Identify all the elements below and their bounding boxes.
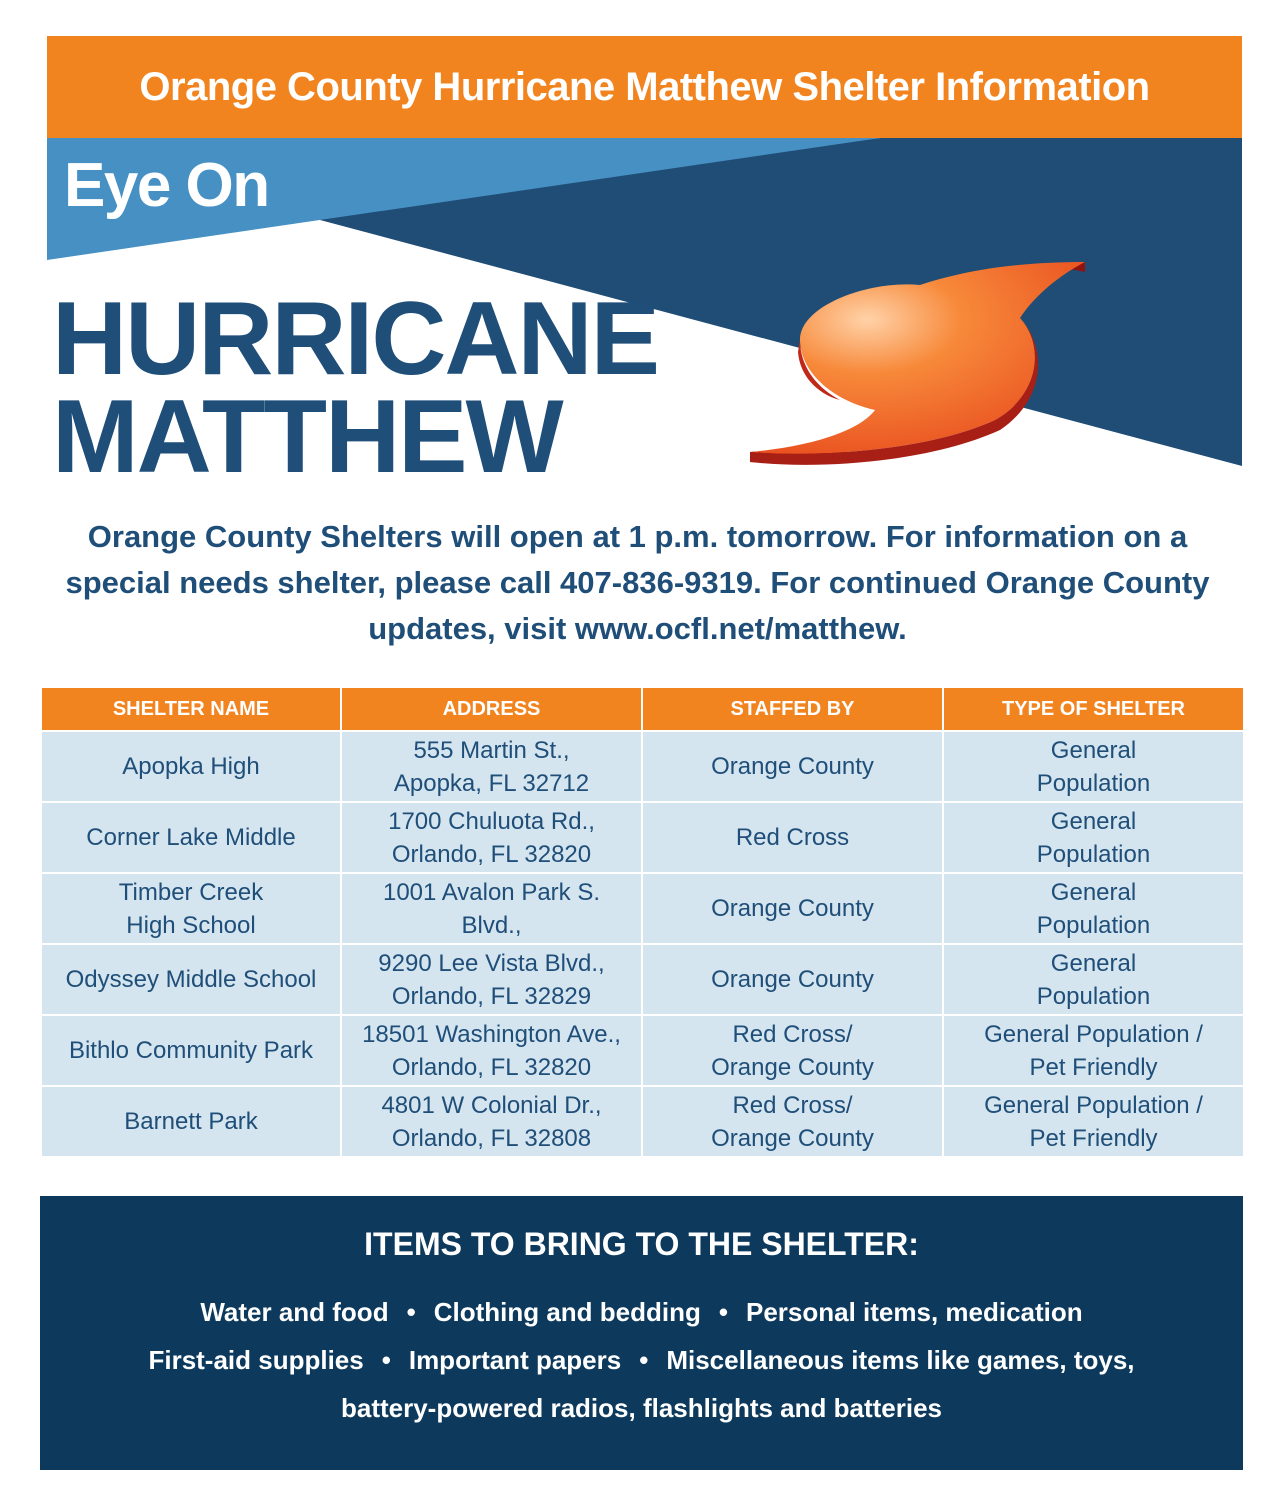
cell-line: 1700 Chuluota Rd., <box>388 807 595 835</box>
title-line-2: MATTHEW <box>52 379 562 495</box>
cell-line: Population <box>1036 769 1151 797</box>
cell-line: Orange County <box>711 895 874 922</box>
address-cell <box>341 1015 642 1086</box>
items-line <box>40 1336 1243 1384</box>
table-row <box>41 731 1244 802</box>
bullet-separator: • <box>406 1297 416 1327</box>
shelter-name-cell <box>41 802 341 873</box>
cell-line: Timber Creek <box>118 878 264 906</box>
item-entry: battery-powered radios, flashlights and batteries <box>340 1393 943 1423</box>
address-cell <box>341 944 642 1015</box>
items-title: ITEMS TO BRING TO THE SHELTER: <box>364 1226 919 1262</box>
cell-line: Barnett Park <box>124 1108 258 1135</box>
column-header-address: ADDRESS <box>341 687 642 731</box>
eye-on-label: Eye On <box>64 151 269 220</box>
staffed-by-cell <box>642 944 943 1015</box>
shelter-table <box>40 686 1245 1158</box>
cell-line: General Population / <box>984 1020 1203 1048</box>
cell-line: Bithlo Community Park <box>68 1037 314 1064</box>
cell-line: Population <box>1036 982 1151 1010</box>
staffed-by-cell <box>642 731 943 802</box>
bullet-separator: • <box>718 1297 728 1327</box>
item-entry: Personal items, medication <box>745 1297 1083 1327</box>
items-to-bring-box <box>40 1196 1243 1470</box>
banner-title: Orange County Hurricane Matthew Shelter Information <box>139 64 1150 109</box>
address-cell <box>341 802 642 873</box>
cell-line: Orlando, FL 32820 <box>391 1053 592 1081</box>
shelter-name-cell <box>41 873 341 944</box>
cell-line: Red Cross/ <box>732 1091 853 1119</box>
intro-text: Orange County Shelters will open at 1 p.m. tomorrow. For information on a special needs shelter, please call 407-836-9319. For continued Orange County updates, visit www.ocfl.net/matthew. <box>65 519 1210 646</box>
address-cell <box>341 873 642 944</box>
cell-line: General Population / <box>984 1091 1203 1119</box>
cell-line: Orange County <box>711 753 874 780</box>
column-header-staffed-by: STAFFED BY <box>642 687 943 731</box>
cell-line: General <box>1050 949 1137 977</box>
cell-line: Orlando, FL 32820 <box>391 840 592 868</box>
cell-line: 18501 Washington Ave., <box>362 1020 621 1048</box>
column-header-shelter-name: SHELTER NAME <box>41 687 341 731</box>
cell-line: Apopka, FL 32712 <box>393 769 590 797</box>
shelter-type-cell <box>943 944 1244 1015</box>
cell-line: Orlando, FL 32829 <box>391 982 592 1010</box>
cell-line: Orange County <box>711 1053 874 1081</box>
cell-line: General <box>1050 807 1137 835</box>
item-entry: Miscellaneous items like games, toys, <box>666 1345 1135 1375</box>
shelter-type-cell <box>943 1015 1244 1086</box>
cell-line: Pet Friendly <box>1029 1124 1158 1152</box>
cell-line: Blvd., <box>461 911 522 939</box>
staffed-by-cell <box>642 802 943 873</box>
table-row <box>41 1015 1244 1086</box>
items-line <box>40 1288 1243 1336</box>
shelter-name-cell <box>41 1086 341 1157</box>
cell-line: Population <box>1036 911 1151 939</box>
cell-line: Red Cross/ <box>732 1020 853 1048</box>
address-cell <box>341 1086 642 1157</box>
cell-line: Orlando, FL 32808 <box>391 1124 592 1152</box>
cell-line: 9290 Lee Vista Blvd., <box>378 949 605 977</box>
table-header-row <box>41 687 1244 731</box>
cell-line: Red Cross <box>735 824 850 851</box>
item-entry: Clothing and bedding <box>433 1297 701 1327</box>
cell-line: Pet Friendly <box>1029 1053 1158 1081</box>
cell-line: General <box>1050 736 1137 764</box>
cell-line: High School <box>126 911 256 939</box>
column-header-type: TYPE OF SHELTER <box>943 687 1244 731</box>
table-body <box>41 731 1244 1157</box>
item-entry: First-aid supplies <box>148 1345 364 1375</box>
table-row <box>41 1086 1244 1157</box>
cell-line: 555 Martin St., <box>413 736 570 764</box>
cell-line: Odyssey Middle School <box>65 966 317 993</box>
cell-line: General <box>1050 878 1137 906</box>
staffed-by-cell <box>642 1015 943 1086</box>
table-row <box>41 802 1244 873</box>
cell-line: Orange County <box>711 1124 874 1152</box>
shelter-name-cell <box>41 731 341 802</box>
cell-line: 4801 W Colonial Dr., <box>381 1091 602 1119</box>
items-line <box>40 1384 1243 1432</box>
cell-line: 1001 Avalon Park S. <box>382 878 601 906</box>
table-row <box>41 944 1244 1015</box>
shelter-type-cell <box>943 1086 1244 1157</box>
shelter-name-cell <box>41 1015 341 1086</box>
shelter-type-cell <box>943 873 1244 944</box>
address-cell <box>341 731 642 802</box>
items-list <box>40 1288 1243 1432</box>
shelter-type-cell <box>943 802 1244 873</box>
table-row <box>41 873 1244 944</box>
shelter-name-cell <box>41 944 341 1015</box>
hurricane-title <box>52 281 658 495</box>
cell-line: Orange County <box>711 966 874 993</box>
title-line-1: HURRICANE <box>52 281 658 397</box>
item-entry: Important papers <box>408 1345 622 1375</box>
cell-line: Population <box>1036 840 1151 868</box>
staffed-by-cell <box>642 873 943 944</box>
bullet-separator: • <box>381 1345 391 1375</box>
cell-line: Corner Lake Middle <box>86 824 296 851</box>
bullet-separator: • <box>639 1345 649 1375</box>
cell-line: Apopka High <box>122 753 260 780</box>
staffed-by-cell <box>642 1086 943 1157</box>
shelter-type-cell <box>943 731 1244 802</box>
item-entry: Water and food <box>200 1297 389 1327</box>
